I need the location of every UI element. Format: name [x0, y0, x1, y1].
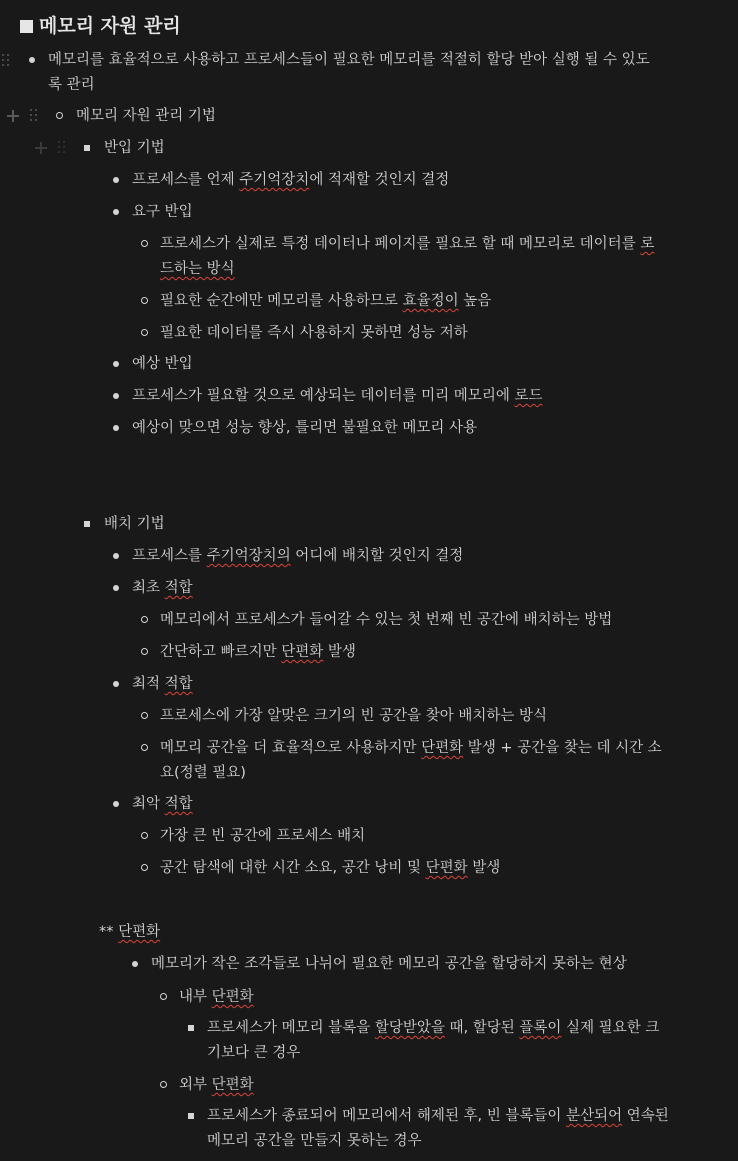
bullet-disc-icon: [113, 209, 119, 215]
bullet-circle-icon: [141, 712, 148, 719]
bullet-circle-icon: [141, 297, 148, 304]
demand-item-1-line-2: 드하는 방식: [160, 261, 235, 277]
bullet-circle-icon: [141, 832, 148, 839]
demand-item-2: 필요한 순간에만 메모리를 사용하므로 효율정이 높음: [160, 293, 492, 309]
bullet-circle-icon: [141, 329, 148, 336]
worst-fit-title: 최악 적합: [132, 796, 193, 812]
drag-handle-icon[interactable]: [29, 109, 39, 123]
demand-item-1-line-1: 프로세스가 실제로 특정 데이터나 페이지를 필요로 할 때 메모리로 데이터를 로: [160, 236, 655, 252]
bullet-disc-icon: [132, 961, 138, 967]
anticipatory-item-2: 예상이 맞으면 성능 향상, 틀리면 불필요한 메모리 사용: [132, 420, 478, 436]
intro-line-1: 메모리를 효율적으로 사용하고 프로세스들이 필요한 메모리를 적절히 할당 받아 실행 될 수 있도: [48, 52, 650, 68]
bullet-square-icon: [188, 1113, 194, 1119]
best-fit-item-2-line-1: 메모리 공간을 더 효율적으로 사용하지만 단편화 발생 + 공간을 찾는 데 시간 소: [160, 740, 662, 756]
placement-title: 배치 기법: [104, 516, 165, 532]
demand-title: 요구 반입: [132, 204, 193, 220]
bullet-circle-icon: [141, 240, 148, 247]
bullet-disc-icon: [113, 393, 119, 399]
drag-handle-icon[interactable]: [57, 141, 67, 155]
bullet-disc-icon: [113, 801, 119, 807]
internal-fragmentation-item-line-2: 기보다 큰 경우: [207, 1045, 301, 1061]
bullet-square-icon: [84, 521, 90, 527]
bullet-circle-icon: [160, 993, 167, 1000]
first-fit-item-1: 메모리에서 프로세스가 들어갈 수 있는 첫 번째 빈 공간에 배치하는 방법: [160, 612, 613, 628]
first-fit-title: 최초 적합: [132, 580, 193, 596]
bullet-circle-icon: [141, 616, 148, 623]
add-block-icon[interactable]: [7, 110, 19, 122]
worst-fit-item-1: 가장 큰 빈 공간에 프로세스 배치: [160, 828, 366, 844]
best-fit-item-1: 프로세스에 가장 알맞은 크기의 빈 공간을 찾아 배치하는 방식: [160, 708, 548, 724]
bullet-square-icon: [84, 145, 90, 151]
fragmentation-title: ** 단편화: [99, 924, 161, 940]
best-fit-item-2-line-2: 요(정렬 필요): [160, 765, 246, 781]
bullet-square-icon: [188, 1025, 194, 1031]
bullet-disc-icon: [113, 681, 119, 687]
best-fit-title: 최적 적합: [132, 676, 193, 692]
fetch-item-1: 프로세스를 언제 주기억장치에 적재할 것인지 결정: [132, 172, 450, 188]
intro-line-2: 록 관리: [48, 77, 95, 93]
bullet-circle-icon: [141, 744, 148, 751]
bullet-disc-icon: [113, 553, 119, 559]
anticipatory-item-1: 프로세스가 필요할 것으로 예상되는 데이터를 미리 메모리에 로드: [132, 388, 543, 404]
bullet-disc-icon: [29, 57, 35, 63]
square-bullet-icon: [20, 20, 33, 33]
bullet-circle-icon: [160, 1081, 167, 1088]
bullet-disc-icon: [113, 425, 119, 431]
demand-item-3: 필요한 데이터를 즉시 사용하지 못하면 성능 저하: [160, 325, 468, 341]
bullet-circle-icon: [56, 112, 63, 119]
fetch-title: 반입 기법: [104, 140, 165, 156]
placement-item-1: 프로세스를 주기억장치의 어디에 배치할 것인지 결정: [132, 548, 464, 564]
external-fragmentation-item-line-1: 프로세스가 종료되어 메모리에서 해제된 후, 빈 블록들이 분산되어 연속된: [207, 1108, 669, 1124]
bullet-disc-icon: [113, 177, 119, 183]
heading-text: 메모리 자원 관리: [39, 15, 181, 37]
anticipatory-title: 예상 반입: [132, 356, 193, 372]
worst-fit-item-2: 공간 탐색에 대한 시간 소요, 공간 낭비 및 단편화 발생: [160, 860, 501, 876]
bullet-disc-icon: [113, 585, 119, 591]
add-block-icon[interactable]: [35, 142, 47, 154]
techniques-title: 메모리 자원 관리 기법: [76, 108, 216, 124]
page-heading: [20, 12, 181, 40]
drag-handle-icon[interactable]: [1, 54, 11, 68]
bullet-circle-icon: [141, 648, 148, 655]
internal-fragmentation-item-line-1: 프로세스가 메모리 블록을 할당받았을 때, 할당된 플록이 실제 필요한 크: [207, 1020, 660, 1036]
internal-fragmentation-title: 내부 단편화: [179, 989, 254, 1005]
external-fragmentation-item-line-2: 메모리 공간을 만들지 못하는 경우: [207, 1133, 422, 1149]
bullet-circle-icon: [141, 864, 148, 871]
bullet-disc-icon: [113, 361, 119, 367]
fragmentation-desc: 메모리가 작은 조각들로 나뉘어 필요한 메모리 공간을 할당하지 못하는 현상: [151, 956, 627, 972]
first-fit-item-2: 간단하고 빠르지만 단편화 발생: [160, 644, 356, 660]
external-fragmentation-title: 외부 단편화: [179, 1077, 254, 1093]
